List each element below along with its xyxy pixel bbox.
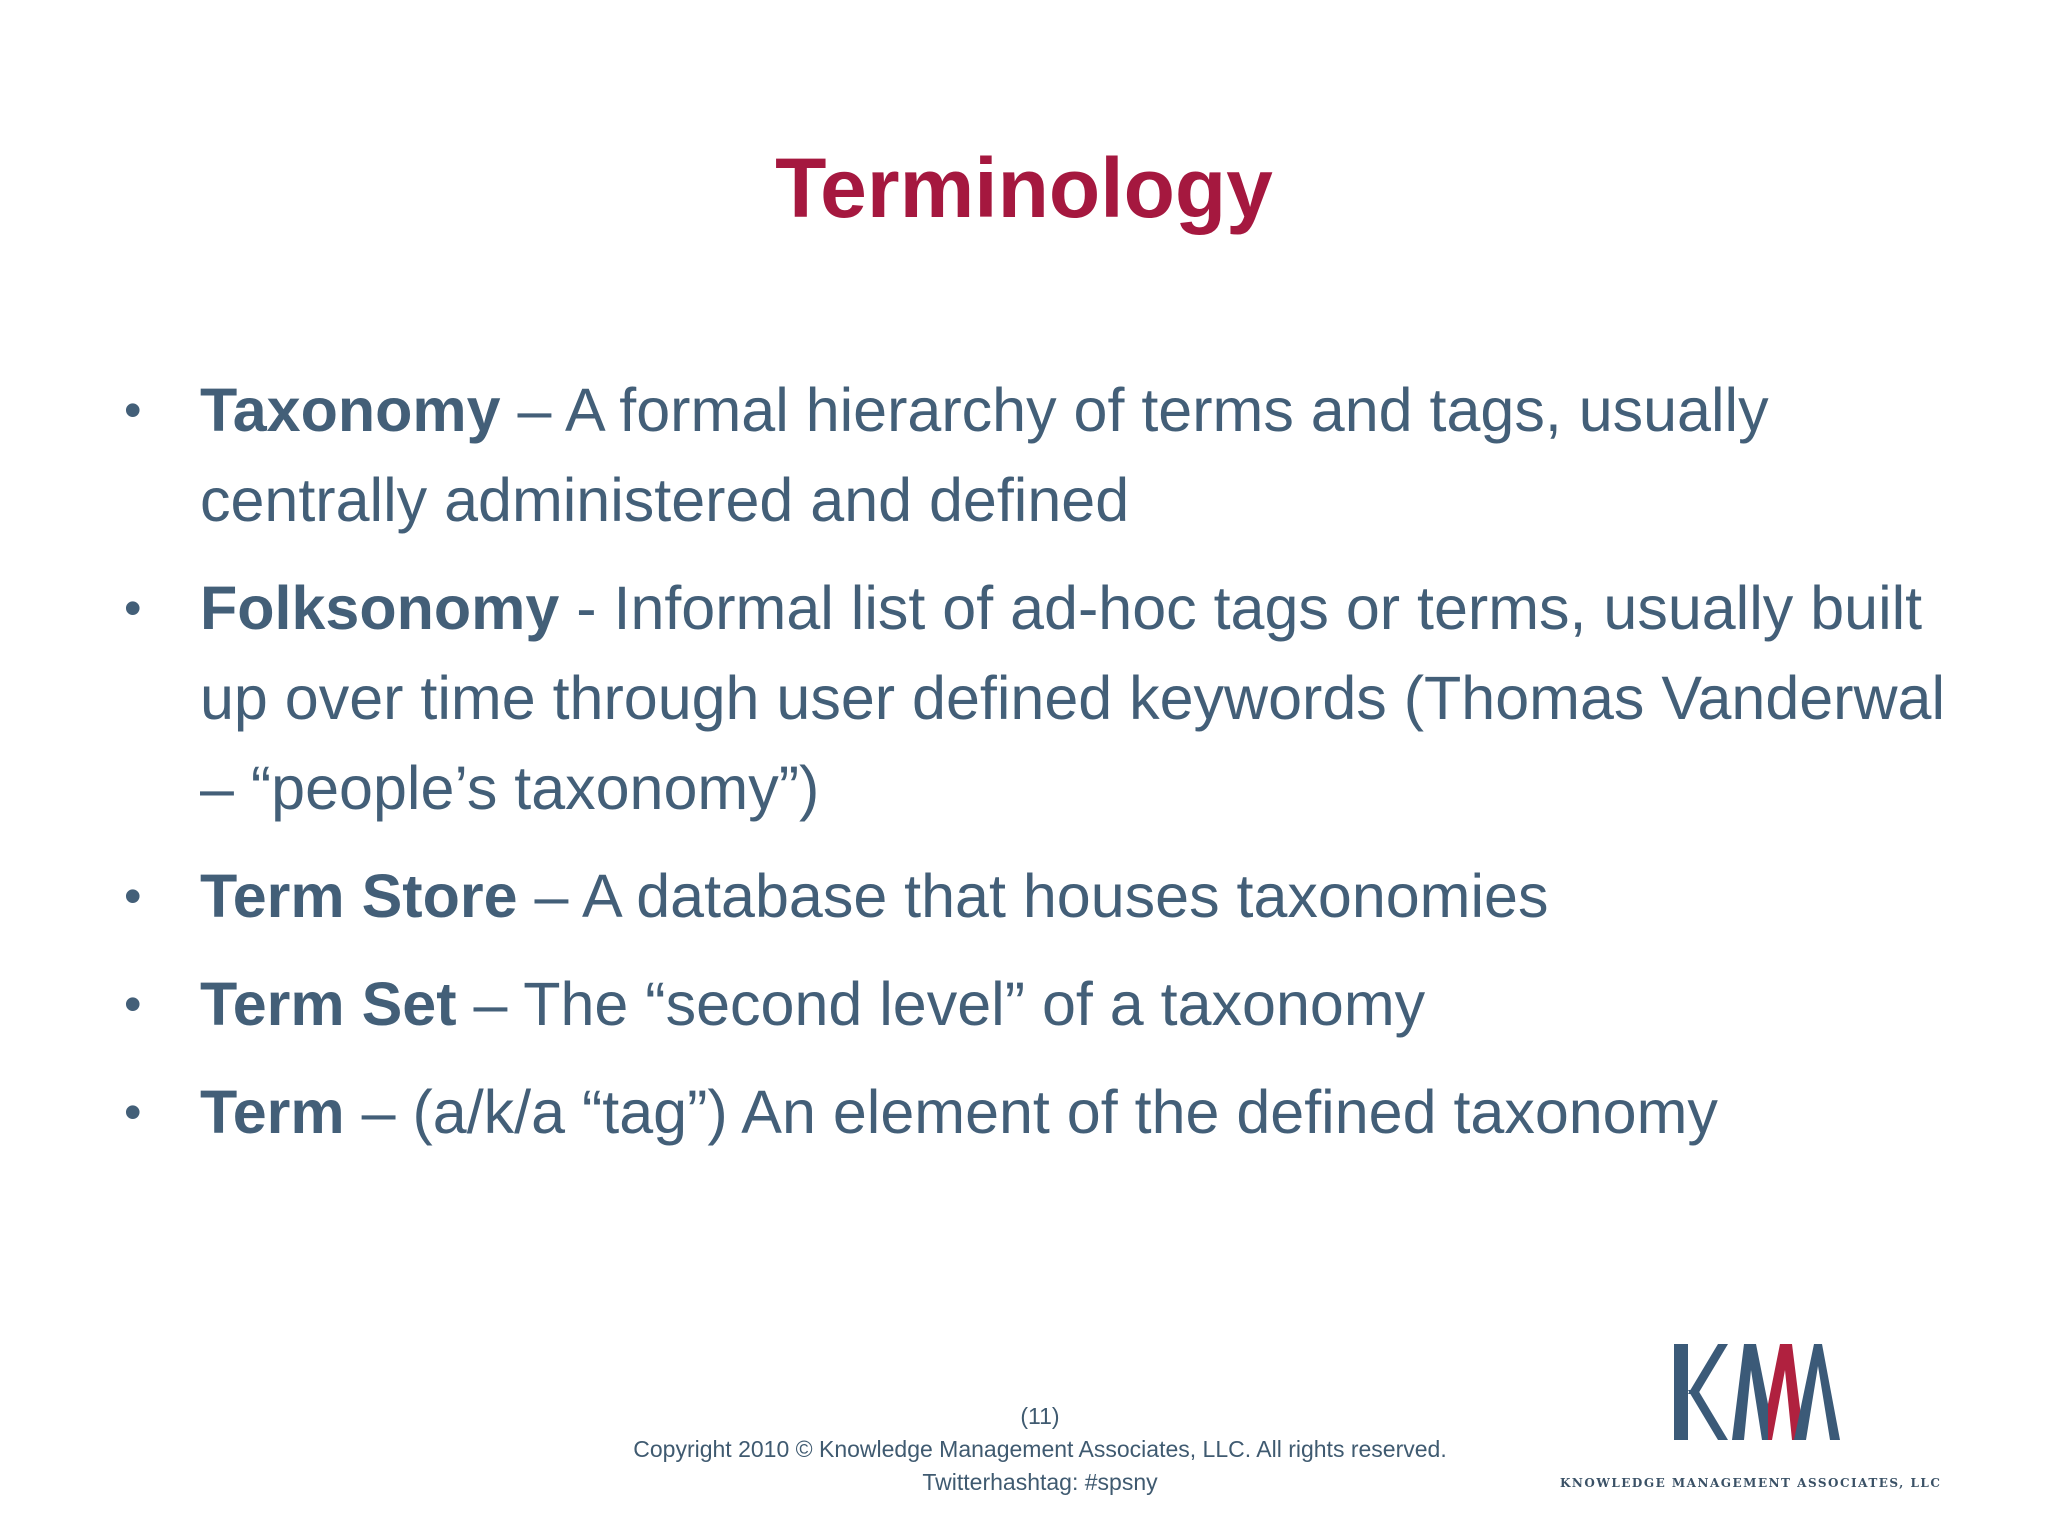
list-item bbox=[120, 959, 1960, 1049]
bullet-icon: • bbox=[124, 1084, 142, 1140]
term-definition: – (a/k/a “tag”) An element of the defined taxonomy bbox=[344, 1078, 1718, 1146]
list-item bbox=[120, 365, 1960, 545]
term-label: Term Store bbox=[200, 862, 518, 930]
kma-logo-subtitle: KNOWLEDGE MANAGEMENT ASSOCIATES, LLC bbox=[1560, 1476, 1942, 1490]
list-item bbox=[120, 1067, 1960, 1157]
term-label: Term bbox=[200, 1078, 345, 1146]
term-label: Taxonomy bbox=[200, 376, 501, 444]
bullet-icon: • bbox=[124, 868, 142, 924]
list-item bbox=[120, 563, 1960, 833]
copyright-notice: Copyright 2010 © Knowledge Management Associates, LLC. All rights reserved. bbox=[633, 1436, 1447, 1462]
term-definition: – The “second level” of a taxonomy bbox=[456, 970, 1426, 1038]
page-number: (11) bbox=[1020, 1403, 1060, 1429]
bullet-icon: • bbox=[124, 580, 142, 636]
kma-logo bbox=[1560, 1340, 1940, 1510]
term-definition: – A database that houses taxonomies bbox=[517, 862, 1549, 930]
bullet-icon: • bbox=[124, 382, 142, 438]
term-label: Term Set bbox=[200, 970, 457, 1038]
slide-title: Terminology bbox=[775, 141, 1273, 235]
twitter-hashtag: Twitterhashtag: #spsny bbox=[922, 1469, 1158, 1495]
bullet-list bbox=[120, 365, 1960, 1175]
slide-footer bbox=[560, 1400, 1520, 1499]
bullet-icon: • bbox=[124, 976, 142, 1032]
term-definition: - Informal list of ad-hoc tags or terms, usually built up over time through user defined keywords (Thomas Vanderwal – “people’s taxonomy”) bbox=[200, 574, 1946, 822]
term-definition: – A formal hierarchy of terms and tags, usually centrally administered and defined bbox=[200, 376, 1769, 534]
kma-logo-icon bbox=[1672, 1342, 1842, 1442]
term-label: Folksonomy bbox=[200, 574, 560, 642]
list-item bbox=[120, 851, 1960, 941]
